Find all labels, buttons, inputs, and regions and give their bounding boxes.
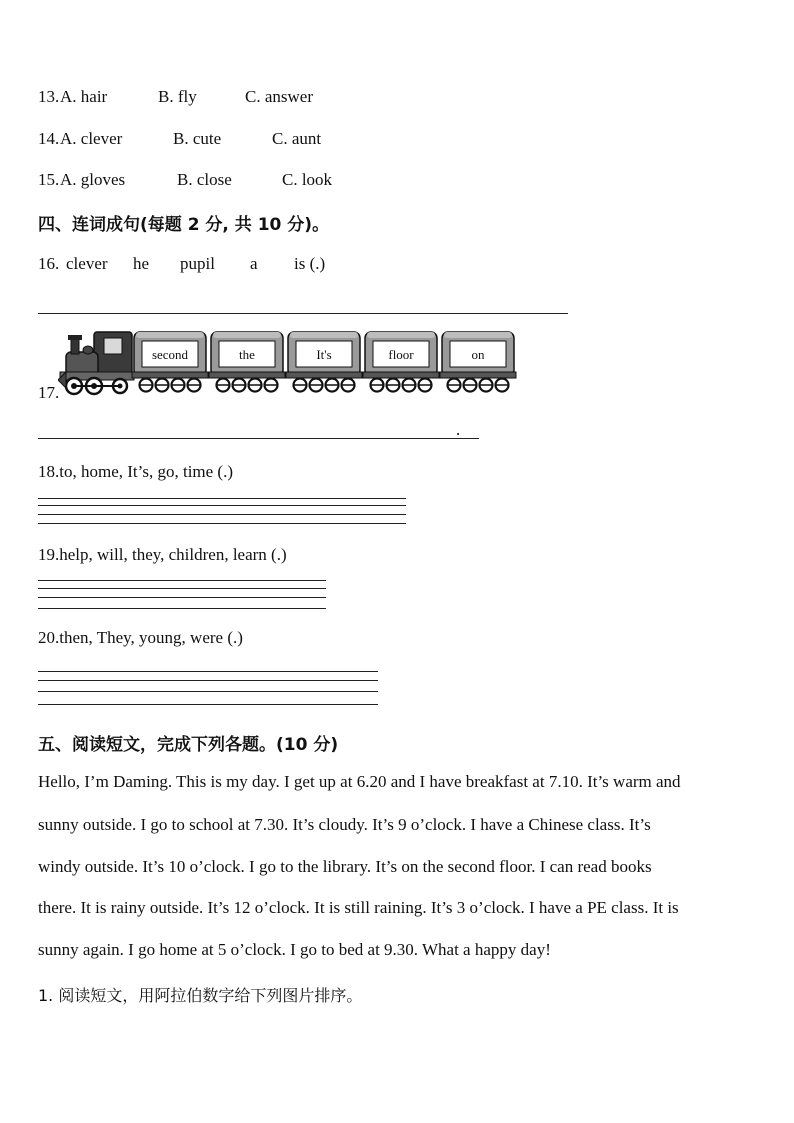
train-car: [363, 332, 439, 392]
option-c: C. answer: [245, 87, 313, 106]
section-5-title: 五、阅读短文，完成下列各题。(10 分): [38, 735, 339, 755]
question-number: 16.: [38, 254, 60, 273]
option-b: B. close: [177, 170, 232, 189]
scrambled-word: pupil: [180, 254, 215, 273]
passage-line: sunny again. I go home at 5 o’clock. I go to bed at 9.30. What a happy day!: [38, 940, 551, 959]
end-mark: .: [456, 420, 461, 439]
answer-line: [38, 608, 326, 609]
answer-line: [38, 498, 406, 499]
task-1-instruction: 1. 阅读短文，用阿拉伯数字给下列图片排序。: [38, 986, 363, 1005]
train-car-word: on: [471, 347, 485, 362]
answer-line[interactable]: [38, 313, 568, 314]
train-car-word: the: [239, 347, 255, 362]
answer-line: [38, 680, 378, 681]
passage-line: Hello, I’m Daming. This is my day. I get up at 6.20 and I have breakfast at 7.10. It’s warm and: [38, 772, 681, 791]
answer-line: [38, 505, 406, 506]
question-number: 15.: [38, 170, 60, 189]
locomotive-icon: [58, 332, 134, 394]
question-number: 13.: [38, 87, 60, 106]
question-number: 14.: [38, 129, 60, 148]
option-a: A. clever: [60, 129, 123, 148]
scrambled-word: a: [250, 254, 258, 273]
answer-line: [38, 597, 326, 598]
question-20: 20.then, They, young, were (.): [38, 628, 243, 647]
answer-line: [38, 514, 406, 515]
option-a: A. hair: [60, 87, 108, 106]
passage-line: sunny outside. I go to school at 7.30. It’s cloudy. It’s 9 o’clock. I have a Chinese class. It’s: [38, 815, 651, 834]
train-car-word: It's: [316, 347, 332, 362]
scrambled-word: clever: [66, 254, 108, 273]
answer-line: [38, 580, 326, 581]
answer-line[interactable]: [38, 438, 479, 439]
answer-line: [38, 523, 406, 524]
answer-line: [38, 588, 326, 589]
option-c: C. aunt: [272, 129, 322, 148]
train-car: [286, 332, 362, 392]
train-car: [440, 332, 516, 392]
answer-line: [38, 704, 378, 705]
question-number: 17.: [38, 383, 60, 402]
question-19: 19.help, will, they, children, learn (.): [38, 545, 287, 564]
train-car-word: second: [151, 347, 189, 362]
word-train: [58, 328, 520, 398]
train-car-word: floor: [388, 347, 414, 362]
passage-line: there. It is rainy outside. It’s 12 o’clock. It is still raining. It’s 3 o’clock. I have a PE class. It is: [38, 898, 679, 917]
answer-line: [38, 671, 378, 672]
option-c: C. look: [282, 170, 333, 189]
question-18: 18.to, home, It’s, go, time (.): [38, 462, 234, 481]
section-4-title: 四、连词成句(每题 2 分, 共 10 分)。: [38, 215, 330, 235]
answer-line: [38, 691, 378, 692]
option-b: B. fly: [158, 87, 197, 106]
train-car: [209, 332, 285, 392]
option-a: A. gloves: [60, 170, 126, 189]
passage-line: windy outside. It’s 10 o’clock. I go to the library. It’s on the second floor. I can read books: [38, 857, 652, 876]
train-car: [132, 332, 208, 392]
scrambled-word: he: [133, 254, 150, 273]
scrambled-word: is (.): [294, 254, 326, 273]
option-b: B. cute: [173, 129, 222, 148]
